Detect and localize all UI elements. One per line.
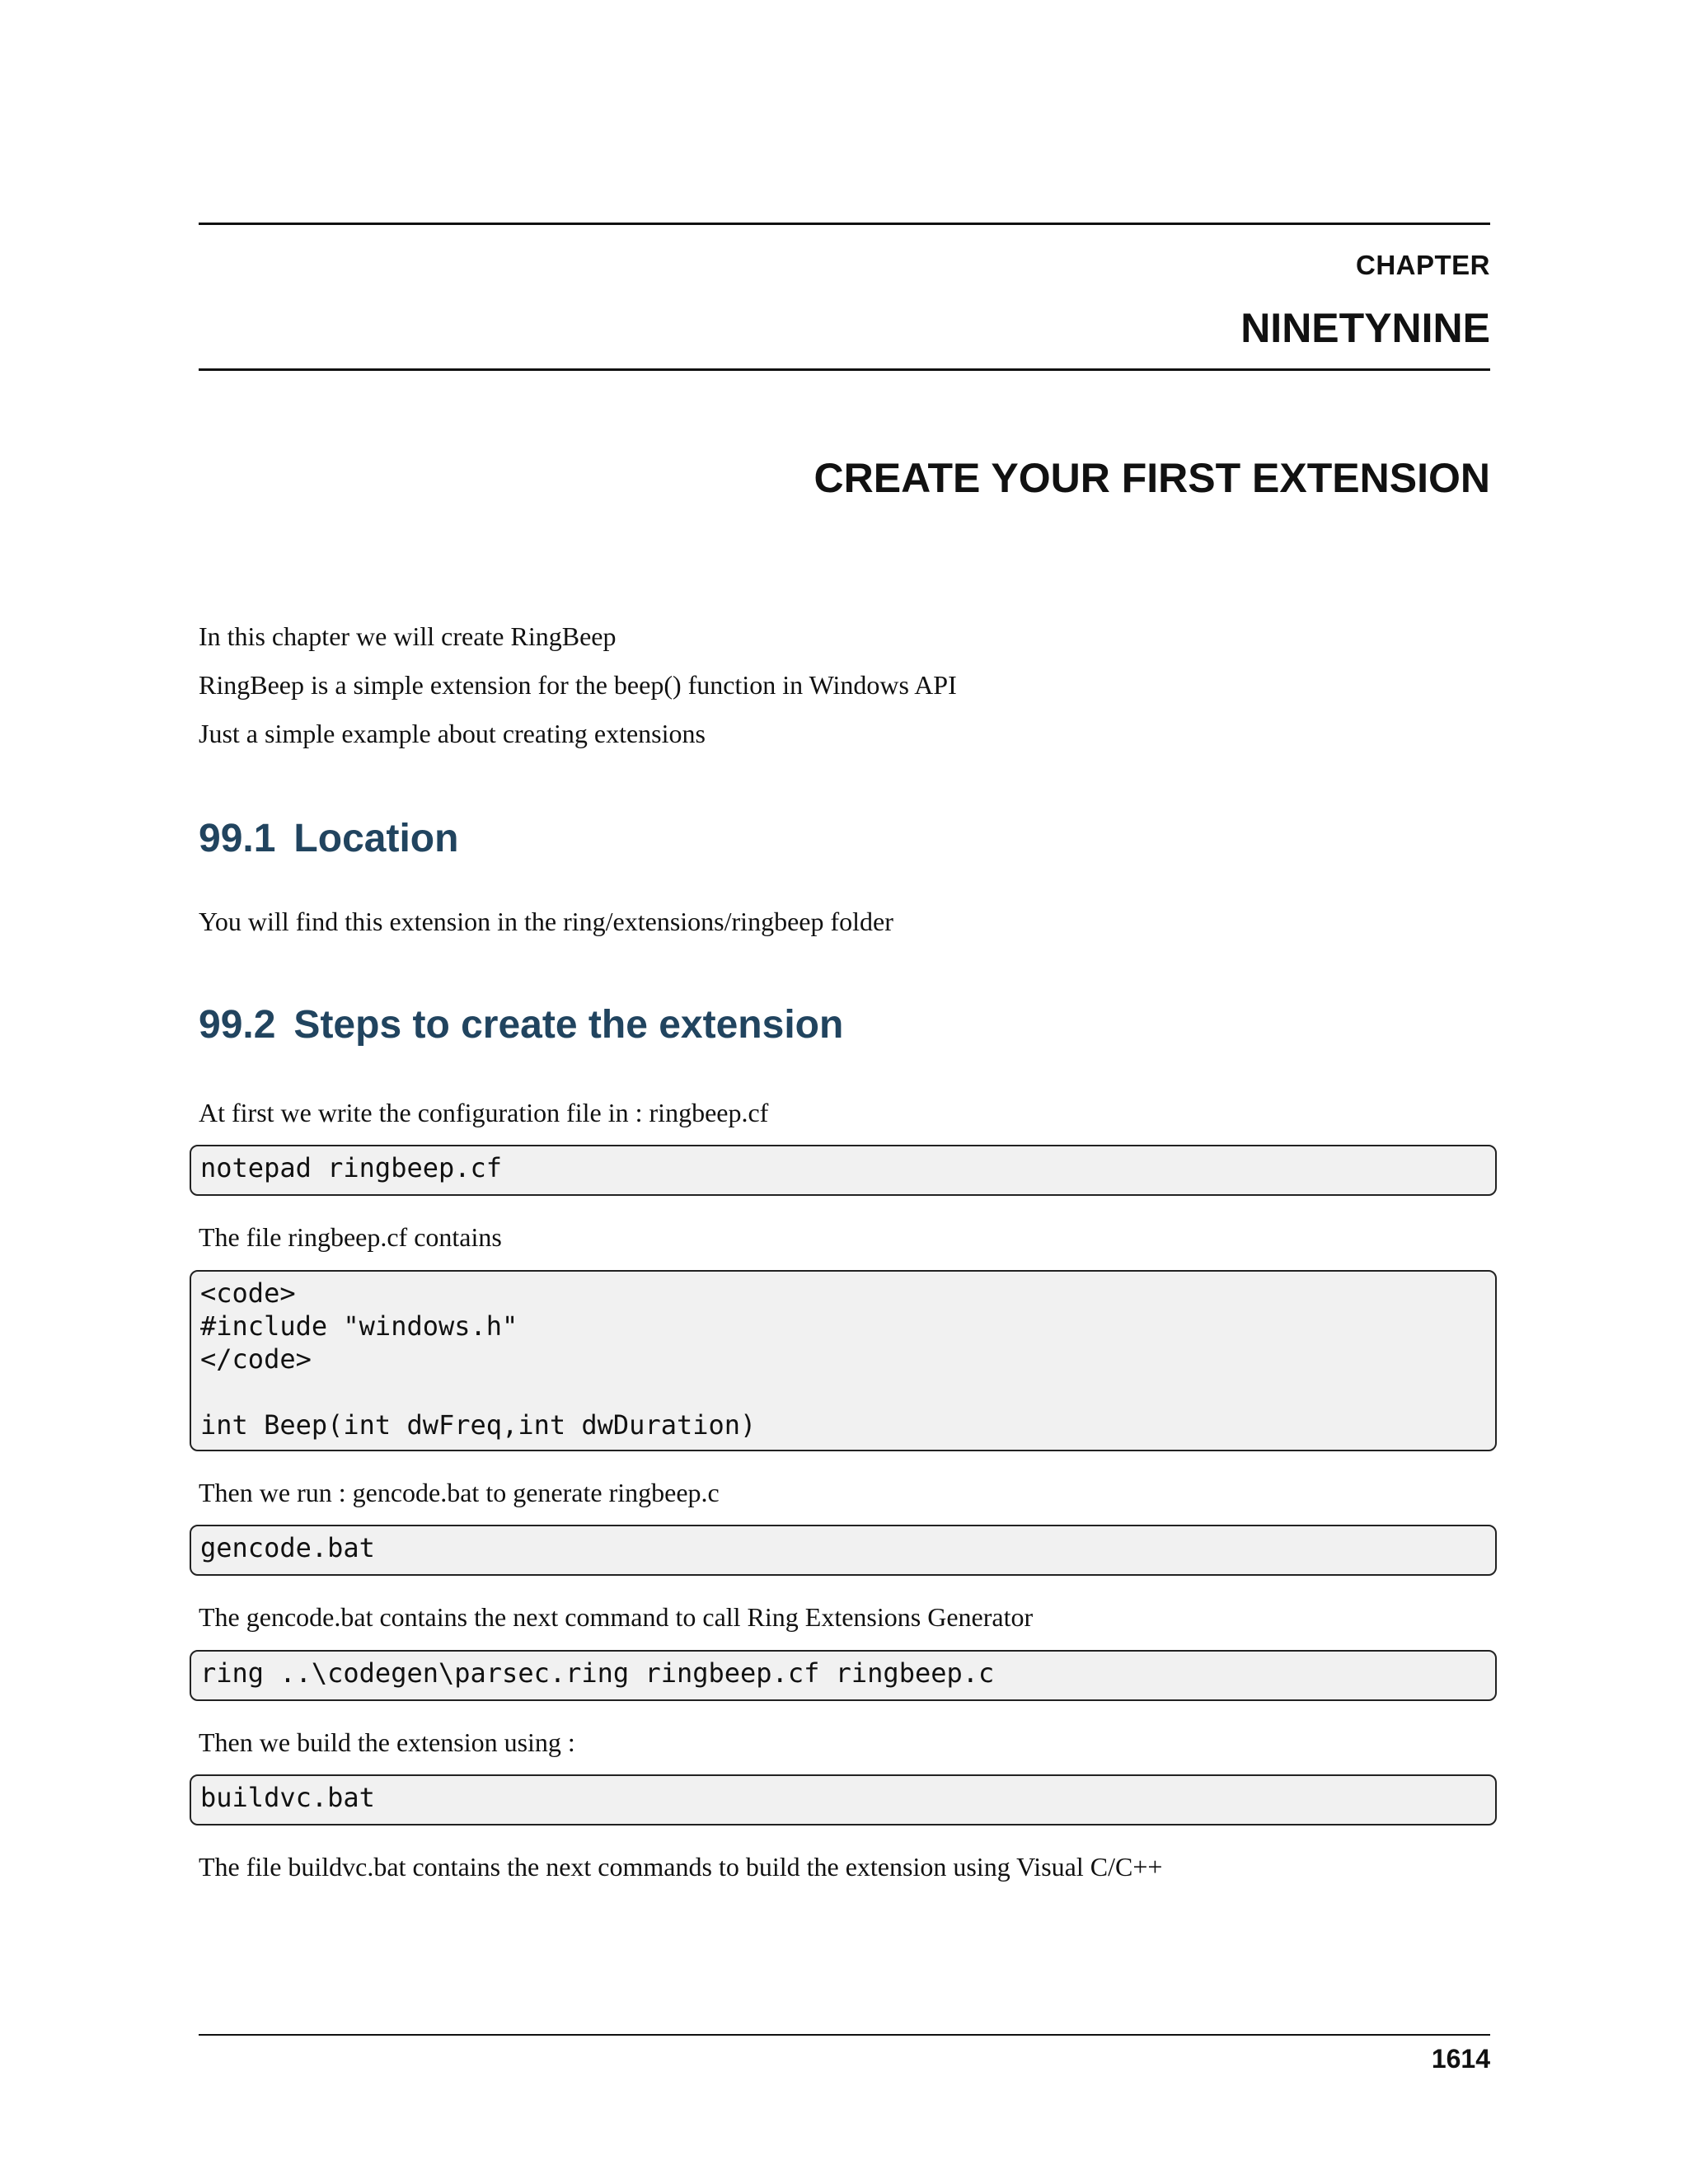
code-text: ring ..\codegen\parsec.ring ringbeep.cf ringbeep.c [200,1657,995,1689]
section-title: Location [293,817,459,860]
code-text: notepad ringbeep.cf [200,1152,503,1183]
location-paragraph: You will find this extension in the ring/extensions/ringbeep folder [199,907,893,936]
page-number: 1614 [1431,2044,1490,2074]
code-block-ringbeep-cf [190,1270,1497,1451]
config-paragraph: At first we write the configuration file in : ringbeep.cf [199,1098,769,1127]
gencode-paragraph: The gencode.bat contains the next command to call Ring Extensions Generator [199,1602,1034,1632]
build-paragraph: Then we build the extension using : [199,1727,575,1757]
chapter-bottom-rule [199,368,1490,371]
chapter-title: CREATE YOUR FIRST EXTENSION [814,455,1490,501]
section-number: 99.2 [199,1003,276,1047]
section-number: 99.1 [199,817,276,860]
code-block-notepad [190,1145,1497,1196]
buildvc-paragraph: The file buildvc.bat contains the next commands to build the extension using Visual C/C++ [199,1852,1163,1882]
section-heading-steps [199,1001,843,1050]
intro-paragraph-1: In this chapter we will create RingBeep [199,621,617,651]
section-title: Steps to create the extension [293,1003,844,1047]
contains-paragraph: The file ringbeep.cf contains [199,1222,502,1252]
code-text: <code> #include "windows.h" </code> int Beep(int dwFreq,int dwDuration) [200,1277,757,1441]
run-paragraph: Then we run : gencode.bat to generate ringbeep.c [199,1478,720,1507]
chapter-label: CHAPTER [1355,250,1490,280]
intro-paragraph-3: Just a simple example about creating extensions [199,719,706,748]
code-text: gencode.bat [200,1532,375,1563]
chapter-top-rule [199,223,1490,225]
section-heading-location [199,814,458,864]
code-text: buildvc.bat [200,1782,375,1813]
code-block-buildvc [190,1774,1497,1825]
intro-paragraph-2: RingBeep is a simple extension for the beep() function in Windows API [199,670,957,700]
footer-rule [199,2034,1490,2036]
chapter-number: NINETYNINE [1240,305,1490,351]
code-block-gencode [190,1525,1497,1576]
code-block-parsec [190,1650,1497,1701]
